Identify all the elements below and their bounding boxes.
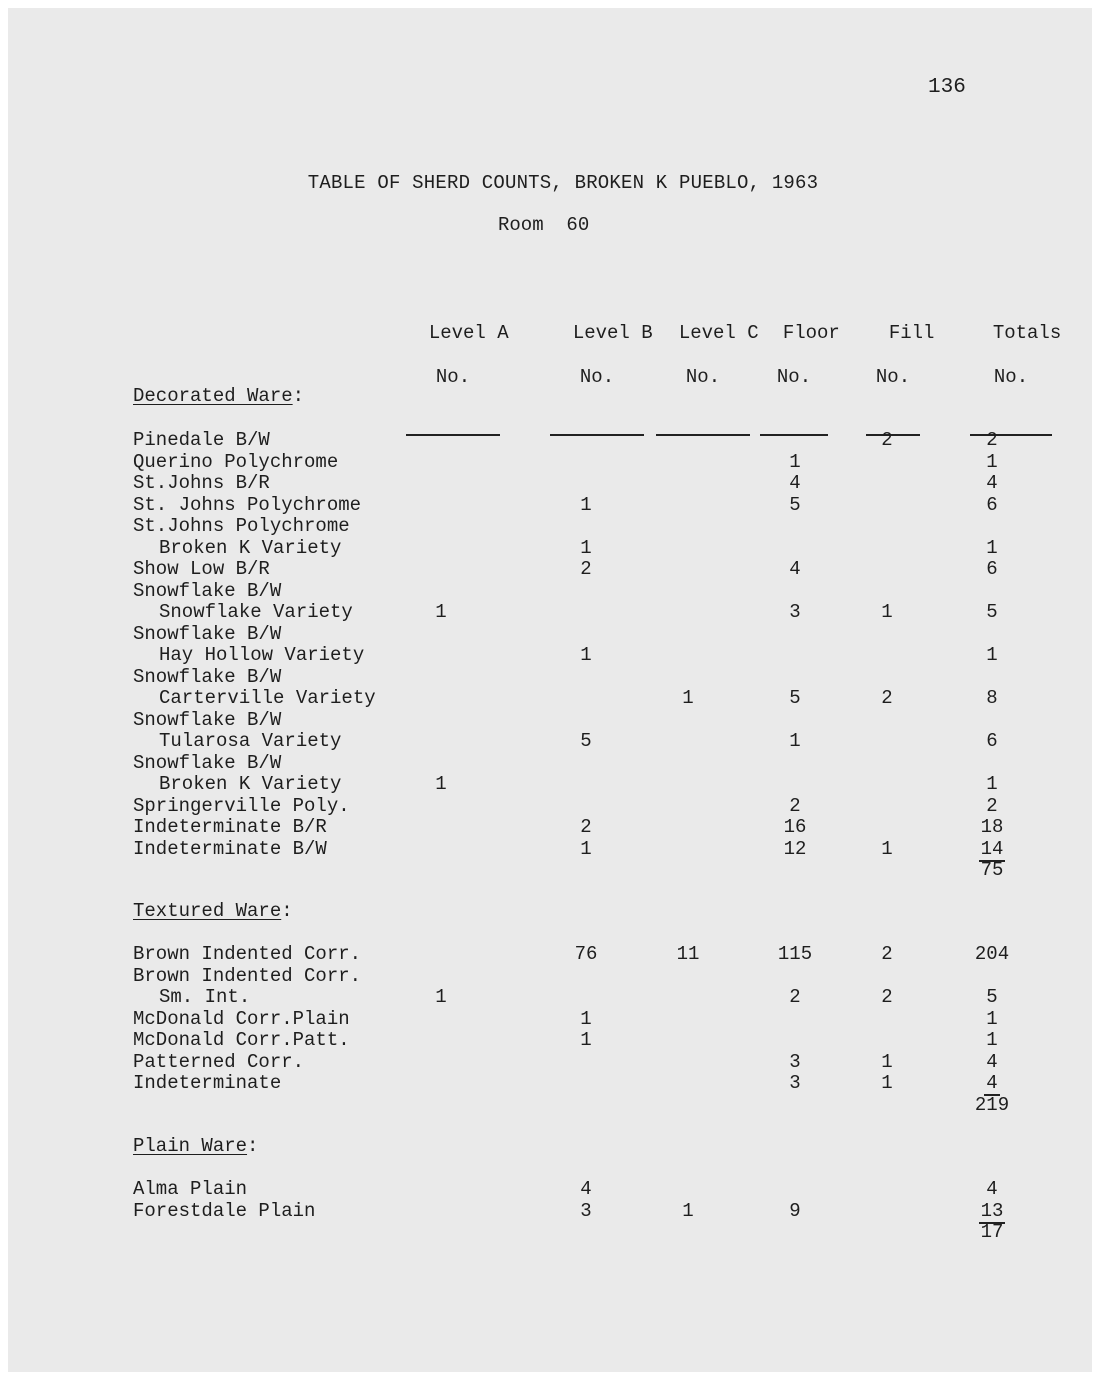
row-label: St. Johns Polychrome [133,493,362,516]
cell-value: 2 [789,986,801,1008]
row-label: Snowflake B/W [133,622,282,645]
cell-value: 2 [986,429,998,451]
table-row [0,1008,1100,1030]
cell-value: 5 [789,687,801,709]
cell-value: 1 [881,837,893,860]
cell-value: 1 [580,536,592,559]
cell-value: 16 [783,816,807,838]
row-label: Broken K Variety [159,536,342,559]
cell-value: 4 [789,472,801,494]
row-label: Alma Plain [133,1178,248,1200]
row-label: Snowflake B/W [133,579,282,602]
table-row [0,1200,1100,1222]
cell-b [556,558,616,580]
cell-total [962,601,1022,623]
column-header-line2: No. [435,366,471,388]
table-row [0,494,1100,516]
cell-value: 76 [574,943,598,965]
cell-value: 5 [580,730,592,752]
cell-value: 1 [435,986,447,1008]
cell-value: 1 [580,644,592,666]
cell-value: 1 [986,773,998,795]
cell-total [962,1200,1022,1222]
row-label: Tularosa Variety [159,730,342,752]
column-header-line2: No. [776,366,812,388]
row-label: Brown Indented Corr. [133,964,362,987]
column-header-line1: Totals [992,322,1062,344]
row-label: Indeterminate B/R [133,816,327,838]
row-label: Snowflake Variety [159,601,353,623]
row-label: Snowflake B/W [133,665,282,688]
cell-value: 4 [986,472,998,494]
cell-total [962,558,1022,580]
cell-total [962,773,1022,795]
table-row [0,515,1100,537]
cell-floor [765,494,825,516]
cell-floor [765,1072,825,1094]
cell-a [411,601,471,623]
table-row [0,730,1100,752]
cell-fill [857,986,917,1008]
cell-b [556,816,616,838]
cell-value: 11 [676,943,700,965]
cell-value: 4 [580,1178,592,1200]
cell-total [962,816,1022,838]
cell-value: 14 [980,837,1004,860]
cell-value: 1 [435,601,447,623]
cell-value: 204 [974,943,1010,965]
cell-floor [765,558,825,580]
cell-total [962,472,1022,494]
cell-b [556,537,616,559]
column-header-line1: Level B [572,322,653,344]
cell-value: 1 [789,450,801,473]
cell-fill [857,838,917,860]
cell-value: 2 [881,429,893,451]
row-label: Show Low B/R [133,558,270,580]
cell-value: 1 [580,493,592,516]
cell-b [556,838,616,860]
cell-value: 1 [881,1072,893,1094]
cell-value: 1 [986,536,998,559]
cell-value: 8 [986,687,998,709]
cell-total [962,986,1022,1008]
row-label: McDonald Corr.Plain [133,1007,350,1030]
page-title-text: TABLE OF SHERD COUNTS, BROKEN K PUEBLO, 1963 [307,172,819,194]
cell-total [962,1051,1022,1073]
table-row [0,644,1100,666]
table-row [0,838,1100,860]
cell-floor [765,730,825,752]
cell-c [658,943,718,965]
row-label: Snowflake B/W [133,751,282,774]
table-row [0,965,1100,987]
cell-total [962,1029,1022,1051]
cell-b [556,730,616,752]
table-row [0,986,1100,1008]
cell-b [556,1178,616,1200]
cell-value: 2 [881,687,893,709]
table-row [0,687,1100,709]
cell-value: 5 [789,493,801,516]
cell-value: 2 [881,943,893,965]
cell-b [556,494,616,516]
cell-total [962,730,1022,752]
section-heading-plain: Plain Ware: [133,1135,259,1157]
column-header-line2: No. [875,366,911,388]
section-subtotal: 219 [974,1093,1010,1116]
cell-value: 6 [986,730,998,752]
cell-value: 6 [986,558,998,580]
cell-total [962,451,1022,473]
cell-value: 13 [980,1199,1004,1222]
column-header-line2: No. [579,366,615,388]
cell-fill [857,1051,917,1073]
row-label: Springerville Poly. [133,794,350,817]
table-row [0,773,1100,795]
cell-total [962,1178,1022,1200]
column-header-line1: Floor [782,322,840,344]
cell-value: 3 [789,1050,801,1073]
cell-value: 1 [682,687,694,709]
cell-value: 2 [580,816,592,838]
cell-value: 1 [682,1199,694,1222]
cell-floor [765,451,825,473]
cell-fill [857,601,917,623]
table-row [0,451,1100,473]
cell-total [962,429,1022,451]
table-row [0,429,1100,451]
table-row [0,752,1100,774]
cell-value: 2 [881,986,893,1008]
cell-b [556,943,616,965]
cell-value: 1 [986,1007,998,1030]
row-label: Indeterminate [133,1072,282,1094]
section-heading-text: Plain Ware [133,1135,248,1157]
table-row [0,943,1100,965]
column-header-line1: Level C [678,322,759,344]
section-heading-decorated: Decorated Ware: [133,385,305,407]
cell-value: 9 [789,1199,801,1222]
cell-value: 1 [580,837,592,860]
page-number: 136 [928,76,966,99]
cell-c [658,1200,718,1222]
cell-floor [765,838,825,860]
column-header-line1: Level A [428,322,509,344]
cell-value: 1 [435,773,447,795]
table-row [0,537,1100,559]
table-row [0,1072,1100,1094]
table-row [0,709,1100,731]
cell-value: 12 [783,837,807,860]
table-row [0,795,1100,817]
row-label: St.Johns B/R [133,472,270,494]
section-subtotal: 17 [980,1221,1004,1243]
column-header-line2: No. [993,366,1029,388]
row-label: Forestdale Plain [133,1199,316,1222]
table-row [0,666,1100,688]
cell-value: 4 [986,1072,998,1094]
row-label: Snowflake B/W [133,708,282,731]
cell-value: 115 [777,943,813,965]
cell-total [962,1072,1022,1094]
cell-value: 1 [881,1050,893,1073]
cell-floor [765,1051,825,1073]
cell-value: 1 [580,1029,592,1051]
column-header-line2: No. [685,366,721,388]
cell-c [658,687,718,709]
table-row [0,1178,1100,1200]
cell-value: 5 [986,986,998,1008]
room-subtitle: Room 60 [498,214,590,236]
row-label: St.Johns Polychrome [133,515,350,537]
row-label: Pinedale B/W [133,429,270,451]
table-row [0,1029,1100,1051]
cell-fill [857,943,917,965]
cell-value: 2 [580,558,592,580]
cell-floor [765,1200,825,1222]
row-label: Brown Indented Corr. [133,943,362,965]
table-row [0,816,1100,838]
section-subtotal: 75 [980,859,1004,881]
section-heading-text: Textured Ware [133,900,282,922]
cell-total [962,687,1022,709]
row-label: Carterville Variety [159,687,376,709]
cell-floor [765,687,825,709]
row-label: Patterned Corr. [133,1050,305,1073]
cell-fill [857,429,917,451]
cell-total [962,1008,1022,1030]
row-label: Indeterminate B/W [133,837,327,860]
table-row [0,601,1100,623]
cell-value: 1 [986,1029,998,1051]
cell-a [411,986,471,1008]
cell-value: 2 [789,794,801,817]
cell-value: 5 [986,601,998,623]
cell-fill [857,687,917,709]
cell-floor [765,795,825,817]
cell-value: 6 [986,493,998,516]
column-header-line1: Fill [888,322,935,344]
cell-value: 1 [986,644,998,666]
cell-total [962,943,1022,965]
table-row [0,558,1100,580]
cell-value: 4 [986,1178,998,1200]
cell-b [556,1008,616,1030]
table-row [0,623,1100,645]
row-label: Sm. Int. [159,986,251,1008]
page-title [0,172,1100,194]
cell-total [962,494,1022,516]
cell-value: 4 [789,558,801,580]
section-heading-textured: Textured Ware: [133,900,293,922]
row-label: Hay Hollow Variety [159,644,365,666]
cell-floor [765,601,825,623]
table-row [0,580,1100,602]
cell-total [962,644,1022,666]
cell-floor [765,986,825,1008]
section-heading-text: Decorated Ware [133,385,293,407]
cell-value: 1 [986,450,998,473]
cell-value: 18 [980,816,1004,838]
cell-value: 3 [789,1072,801,1094]
cell-value: 1 [789,730,801,752]
row-label: Broken K Variety [159,773,342,795]
cell-b [556,1029,616,1051]
cell-value: 2 [986,794,998,817]
cell-a [411,773,471,795]
cell-floor [765,816,825,838]
cell-value: 1 [881,601,893,623]
cell-b [556,1200,616,1222]
cell-total [962,537,1022,559]
cell-value: 3 [789,601,801,623]
cell-b [556,644,616,666]
row-label: McDonald Corr.Patt. [133,1029,350,1051]
cell-floor [765,472,825,494]
table-row [0,1051,1100,1073]
cell-value: 1 [580,1007,592,1030]
cell-floor [765,943,825,965]
cell-total [962,795,1022,817]
table-row [0,472,1100,494]
cell-value: 3 [580,1199,592,1222]
row-label: Querino Polychrome [133,450,339,473]
cell-total [962,838,1022,860]
cell-fill [857,1072,917,1094]
cell-value: 4 [986,1050,998,1073]
